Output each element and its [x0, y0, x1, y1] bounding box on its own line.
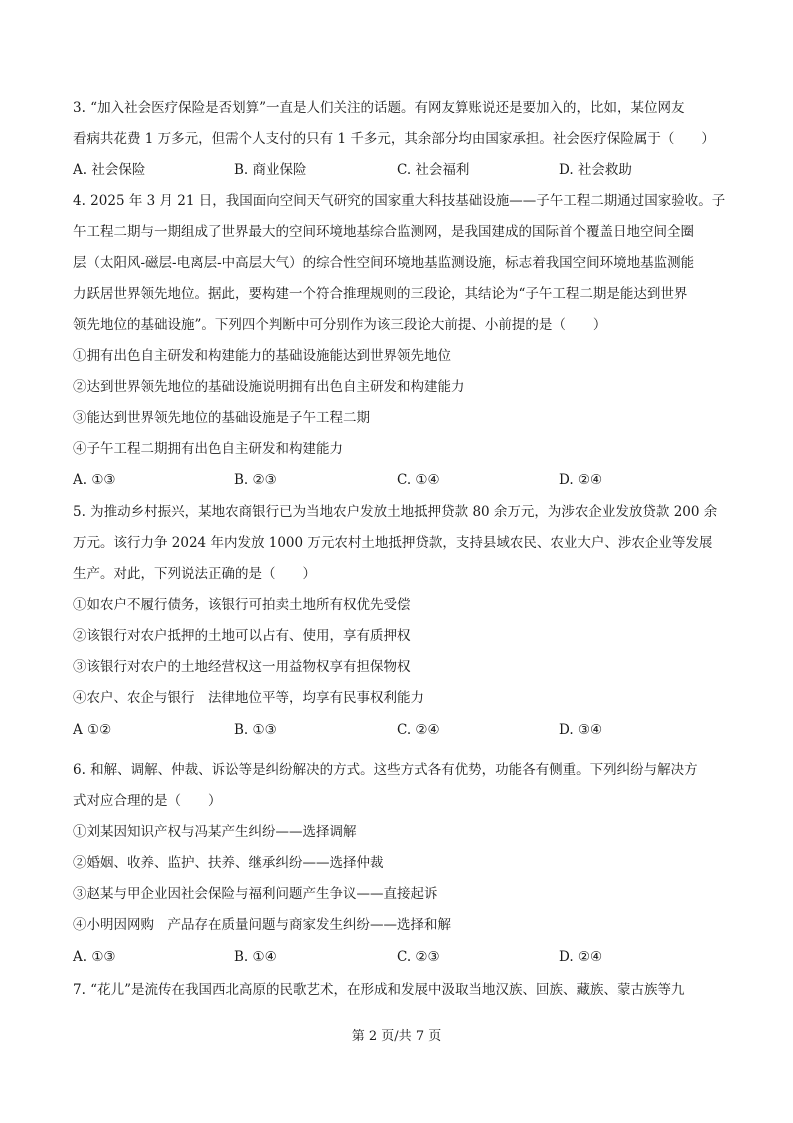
q6-option-d: D. ②④ — [559, 949, 603, 965]
q3-option-d: D. 社会救助 — [559, 162, 632, 178]
q6-statement-4: ④小明因网购 产品存在质量问题与商家发生纠纷——选择和解 — [73, 917, 451, 933]
q4-option-a: A. ①③ — [73, 472, 116, 488]
q4-statement-3: ③能达到世界领先地位的基础设施是子午工程二期 — [73, 410, 370, 426]
q6-statement-3: ③赵某与甲企业因社会保险与福利问题产生争议——直接起诉 — [73, 886, 438, 902]
q4-option-b: B. ②③ — [234, 472, 277, 488]
q6-stem-line-2: 式对应合理的是（ ） — [73, 793, 222, 809]
q5-option-b: B. ①③ — [234, 722, 277, 738]
q5-stem-line-1: 5. 为推动乡村振兴，某地农商银行已为当地农户发放土地抵押贷款 80 余万元，为涉农企业发放贷款 200 余 — [73, 504, 718, 520]
q3-option-a: A. 社会保险 — [73, 162, 146, 178]
q4-option-d: D. ②④ — [559, 472, 603, 488]
q6-statement-1: ①刘某因知识产权与冯某产生纠纷——选择调解 — [73, 824, 357, 840]
q6-options — [73, 947, 733, 967]
q3-option-b: B. 商业保险 — [234, 162, 307, 178]
q5-options — [73, 720, 733, 740]
q5-statement-2: ②该银行对农户抵押的土地可以占有、使用，享有质押权 — [73, 628, 411, 644]
q4-options — [73, 470, 733, 490]
q5-option-a: A ①② — [73, 722, 112, 738]
q6-statement-2: ②婚姻、收养、监护、扶养、继承纠纷——选择仲裁 — [73, 855, 384, 871]
q3-stem-line-2: 看病共花费 1 万多元，但需个人支付的只有 1 千多元，其余部分均由国家承担。社会医疗保险属于（ ） — [73, 131, 715, 147]
q6-option-a: A. ①③ — [73, 949, 116, 965]
q4-stem-line-3: 层（太阳风-磁层-电离层-中高层大气）的综合性空间环境地基监测设施，标志着我国空间环境地基监测能 — [73, 255, 695, 271]
q5-statement-1: ①如农户不履行债务，该银行可拍卖土地所有权优先受偿 — [73, 597, 411, 613]
q4-statement-2: ②达到世界领先地位的基础设施说明拥有出色自主研发和构建能力 — [73, 379, 465, 395]
q5-stem-line-3: 生产。对此，下列说法正确的是（ ） — [73, 566, 316, 582]
q4-stem-line-1: 4. 2025 年 3 月 21 日，我国面向空间天气研究的国家重大科技基础设施——子午工程二期通过国家验收。子 — [73, 193, 726, 209]
q6-option-b: B. ①④ — [234, 949, 277, 965]
q6-stem-line-1: 6. 和解、调解、仲裁、诉讼等是纠纷解决的方式。这些方式各有优势，功能各有侧重。下列纠纷与解决方 — [73, 762, 698, 778]
q6-option-c: C. ②③ — [397, 949, 440, 965]
q4-stem-line-4: 力跃居世界领先地位。据此，要构建一个符合推理规则的三段论，其结论为“子午工程二期是能达到世界 — [73, 286, 688, 302]
page-number-footer: 第 2 页/共 7 页 — [351, 1029, 442, 1044]
q4-statement-1: ①拥有出色自主研发和构建能力的基础设施能达到世界领先地位 — [73, 348, 451, 364]
q4-option-c: C. ①④ — [397, 472, 440, 488]
q4-stem-line-5: 领先地位的基础设施”。下列四个判断中可分别作为该三段论大前提、小前提的是（ ） — [73, 317, 607, 333]
q5-option-d: D. ③④ — [559, 722, 603, 738]
q4-statement-4: ④子午工程二期拥有出色自主研发和构建能力 — [73, 441, 343, 457]
q3-options — [73, 160, 733, 180]
q5-stem-line-2: 万元。该行力争 2024 年内发放 1000 万元农村土地抵押贷款，支持县域农民、农业大户、涉农企业等发展 — [73, 535, 713, 551]
q7-stem-line-1: 7. “花儿”是流传在我国西北高原的民歌艺术，在形成和发展中汲取当地汉族、回族、藏族、蒙古族等九 — [73, 982, 685, 998]
q3-option-c: C. 社会福利 — [397, 162, 470, 178]
q5-statement-4: ④农户、农企与银行 法律地位平等，均享有民事权利能力 — [73, 690, 424, 706]
q4-stem-line-2: 午工程二期与一期组成了世界最大的空间环境地基综合监测网，是我国建成的国际首个覆盖日地空间全圈 — [73, 224, 694, 240]
q5-option-c: C. ②④ — [397, 722, 440, 738]
q5-statement-3: ③该银行对农户的土地经营权这一用益物权享有担保物权 — [73, 659, 411, 675]
q3-stem-line-1: 3. “加入社会医疗保险是否划算”一直是人们关注的话题。有网友算账说还是要加入的，比如，某位网友 — [73, 100, 685, 116]
